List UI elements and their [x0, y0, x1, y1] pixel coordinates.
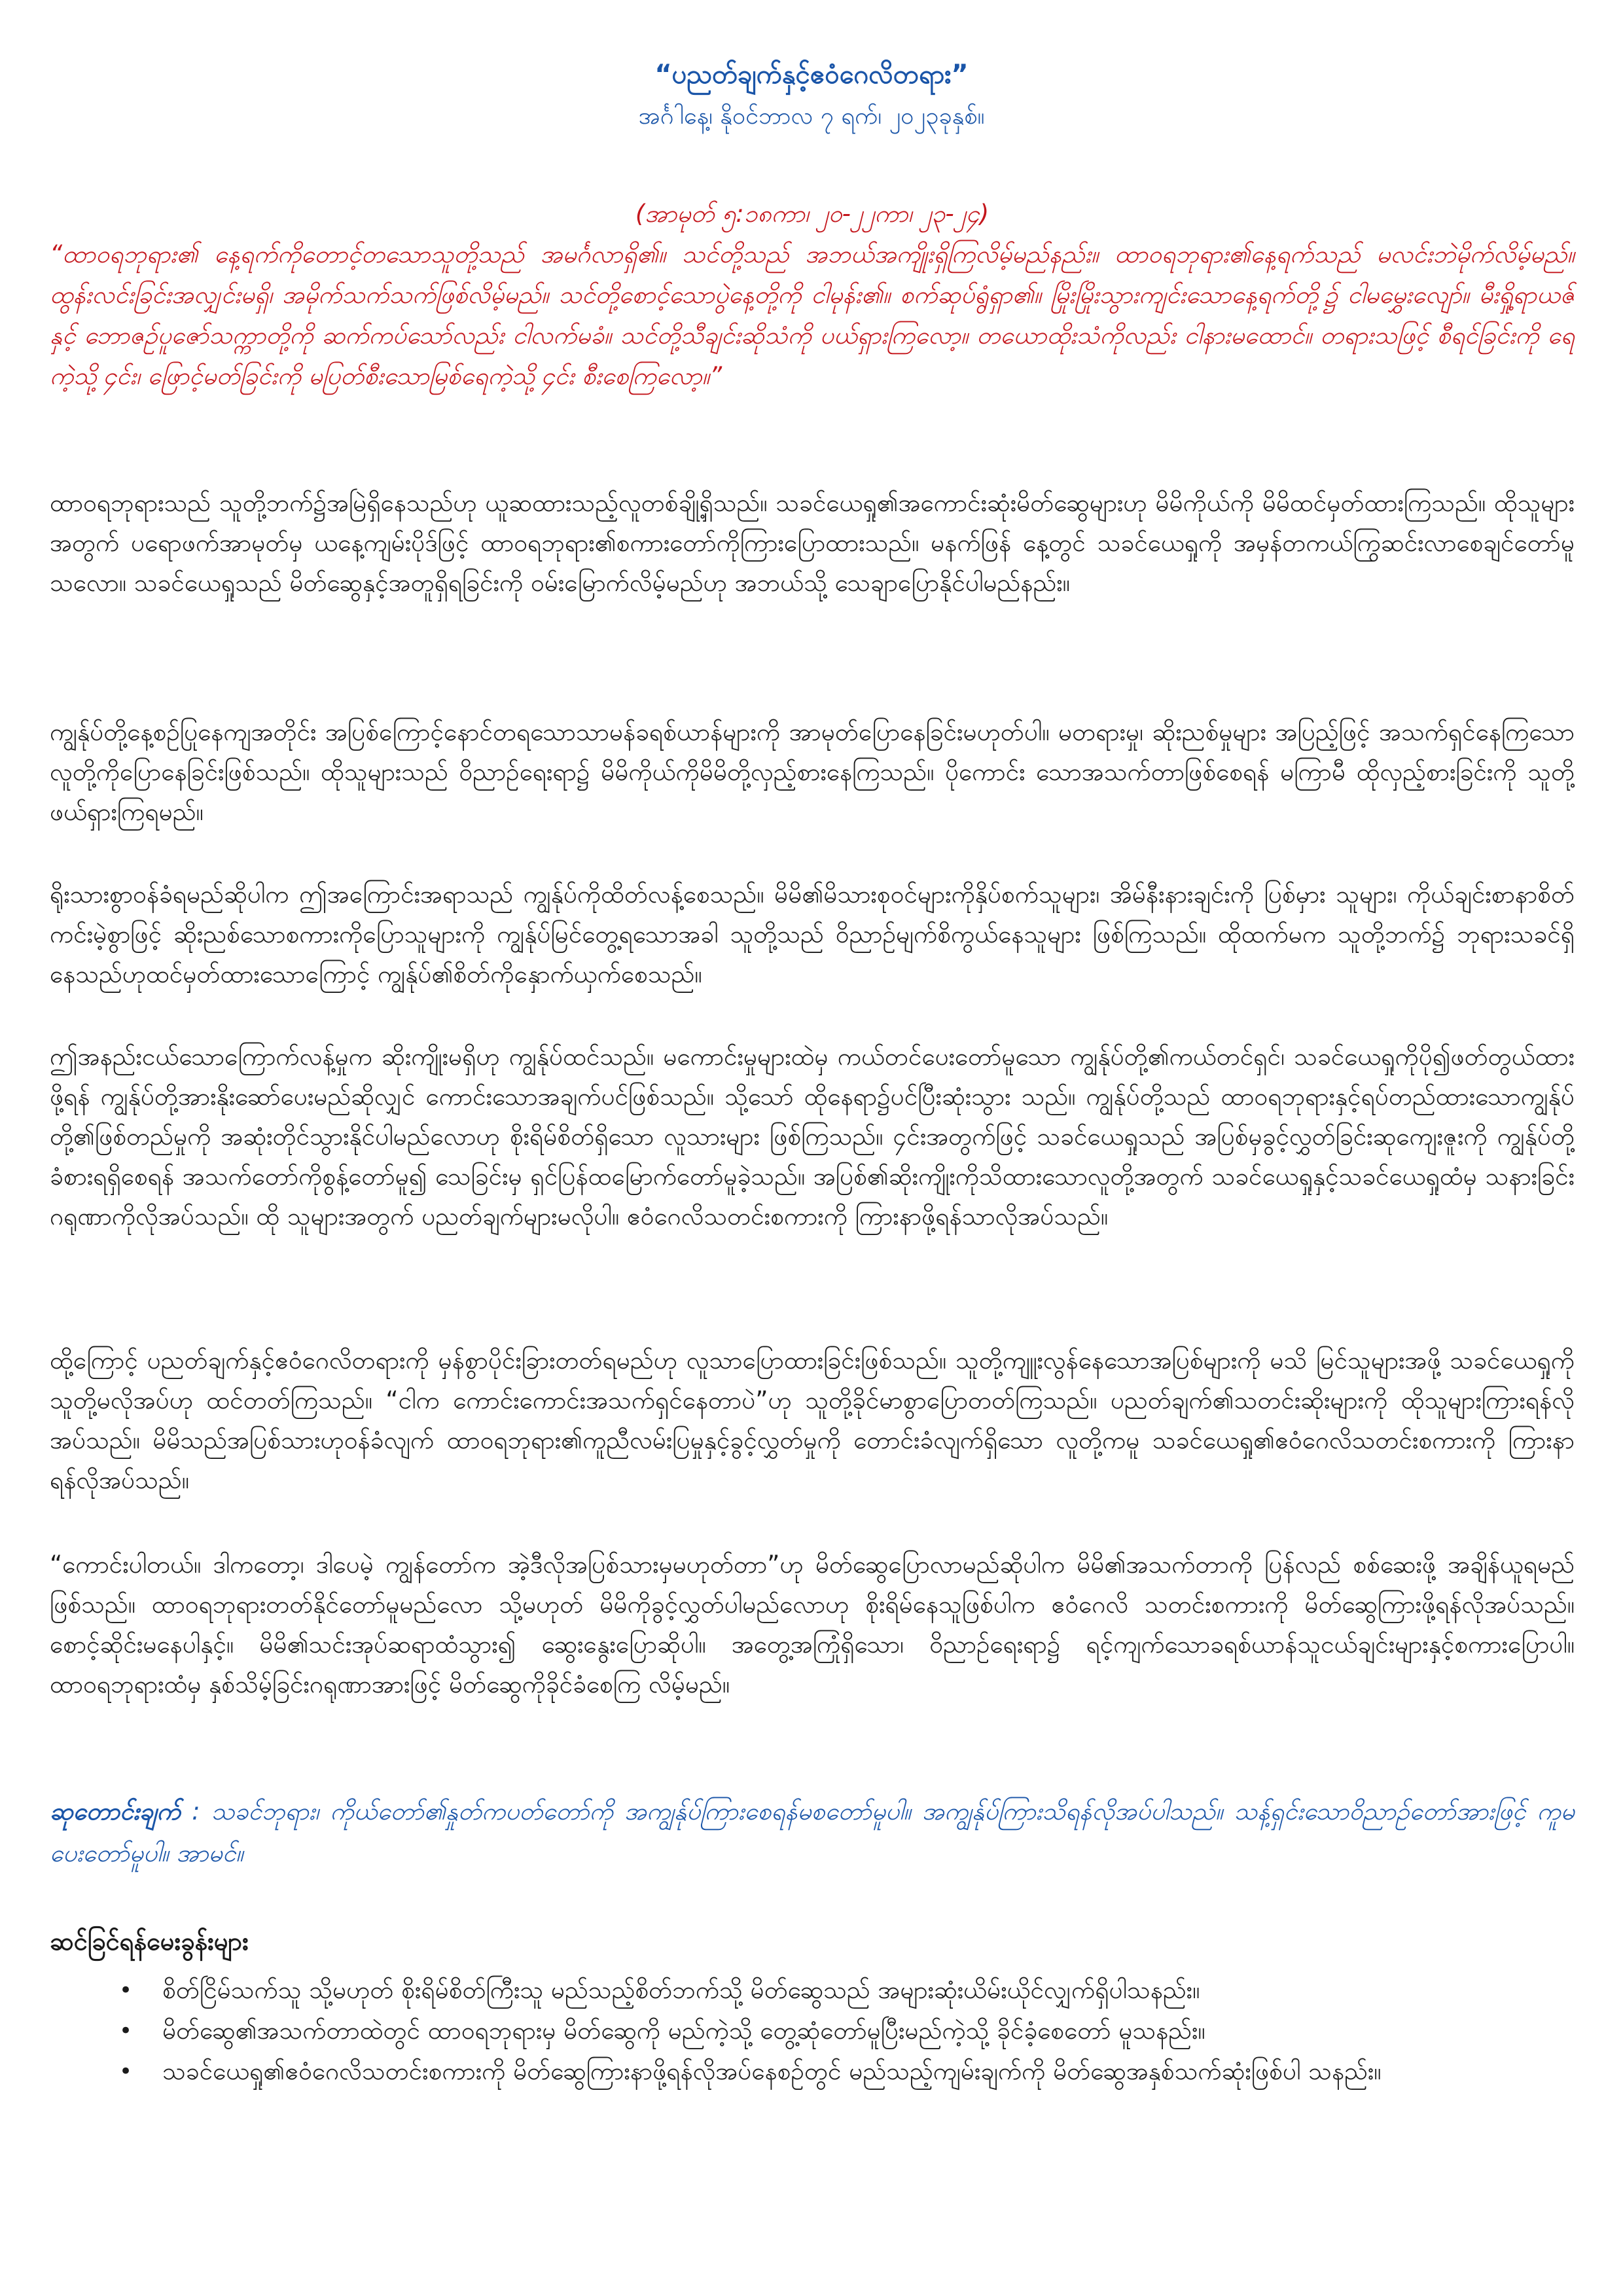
scripture-citation: (အာမုတ် ၅:၁၈ကာ၊ ၂၀-၂၂ကာ၊ ၂၃-၂၄) — [635, 200, 990, 228]
prayer-block — [50, 1791, 1575, 1874]
prayer-separator: : — [180, 1797, 211, 1825]
question-text: စိတ်ငြိမ်သက်သူ သို့မဟုတ် စိုးရိမ်စိတ်ကြီးသူ မည်သည့်စိတ်ဘက်သို့ မိတ်ဆွေသည် အများဆုံးယိမ်းယိုင်လျှက်ရှိပါသနည်း။ — [162, 1976, 1200, 2004]
question-text: မိတ်ဆွေ၏အသက်တာထဲတွင် ထာဝရဘုရားမှ မိတ်ဆွေကို မည်ကဲ့သို့ တွေ့ဆုံတော်မူပြီးမည်ကဲ့သို့ ခိုင်ခံ့စေတော် မူသနည်း။ — [162, 2017, 1205, 2045]
bullet-icon: • — [119, 2018, 133, 2044]
question-item-1 — [101, 1970, 1575, 2011]
reflection-questions — [50, 1922, 1575, 2092]
question-item-3 — [101, 2051, 1575, 2092]
prayer-text: သခင်ဘုရား၊ ကိုယ်တော်၏နှုတ်ကပတ်တော်ကို အကျွန်ုပ်ကြားစေရန်မစတော်မူပါ။ အကျွန်ုပ်ကြားသိရန်လိုအပ်ပါသည်။ သန့်ရှင်းသောဝိညာဉ်တော်အားဖြင့် ကူမပေးတော်မူပါ။ အာမင်။ — [50, 1797, 1575, 1867]
bullet-icon: • — [119, 1977, 133, 2003]
scripture-quote: “ထာဝရဘုရား၏ နေ့ရက်ကိုတောင့်တသောသူတို့သည် အမင်္ဂလာရှိ၏။ သင်တို့သည် အဘယ်အကျိုးရှိကြလိမ့်မည်နည်း။ ထာဝရဘုရား၏နေ့ရက်သည် မလင်းဘဲမိုက်လိမ့်မည်။ ထွန်းလင်းခြင်းအလျှင်းမရှိ၊ အမိုက်သက်သက်ဖြစ်လိမ့်မည်။ သင်တို့စောင့်သောပွဲနေ့တို့ကို ငါမုန်း၏။ စက်ဆုပ်ရွံရှာ၏။ မြိုးမြိုးသွားကျင်းသောနေ့ရက်တို့၌ ငါမမွှေးလျော်။ မီးရှို့ရာယဇ်နှင့် ဘောဇဉ်ပူဇော်သက္ကာတို့ကို ဆက်ကပ်သော်လည်း ငါလက်မခံ။ သင်တို့သီချင်းဆိုသံကို ပယ်ရှားကြလော့။ တယောထိုးသံကိုလည်း ငါနားမထောင်။ တရားသဖြင့် စီရင်ခြင်းကို ရေကဲ့သို့၄င်း၊ ဖြောင့်မတ်ခြင်းကို မပြတ်စီးသောမြစ်ရေကဲ့သို့၄င်း စီးစေကြလော့။” — [50, 240, 1575, 390]
body-paragraph-5: ထို့ကြောင့် ပညတ်ချက်နှင့်ဧဝံဂေလိတရားကို မှန်စွာပိုင်းခြားတတ်ရမည်ဟု လူသာပြောထားခြင်းဖြစ်သည်။ သူတို့ကျူးလွန်နေသောအပြစ်များကို မသိ မြင်သူများအဖို့ သခင်ယေရှုကို သူတို့မလိုအပ်ဟု ထင်တတ်ကြသည်။ “ငါက ကောင်းကောင်းအသက်ရှင်နေတာပဲ”ဟု သူတို့ခိုင်မာစွာပြောတတ်ကြသည်။ ပညတ်ချက်၏သတင်းဆိုးများကို ထိုသူများကြားရန်လိုအပ်သည်။ မိမိသည်အပြစ်သားဟုဝန်ခံလျက် ထာဝရဘုရား၏ကူညီလမ်းပြမှုနှင့်ခွင့်လွှတ်မှုကို တောင်းခံလျက်ရှိသော လူတို့ကမူ သခင်ယေရှု၏ဧဝံဂေလိသတင်းစကားကို ကြားနာရန်လိုအပ်သည်။ — [50, 1346, 1575, 1494]
question-text: သခင်ယေရှု၏ဧဝံဂေလိသတင်းစကားကို မိတ်ဆွေကြားနာဖို့ရန်လိုအပ်နေစဉ်တွင် မည်သည့်ကျမ်းချက်ကို မိတ်ဆွေအနှစ်သက်ဆုံးဖြစ်ပါ သနည်း။ — [162, 2057, 1382, 2085]
questions-list — [50, 1970, 1575, 2092]
body-paragraph-1: ထာဝရဘုရားသည် သူတို့ဘက်၌အမြဲရှိနေသည်ဟု ယူဆထားသည့်လူတစ်ချို့ရှိသည်။ သခင်ယေရှု၏အကောင်းဆုံးမိတ်ဆွေများဟု မိမိကိုယ်ကို မိမိထင်မှတ်ထားကြသည်။ ထိုသူများအတွက် ပရောဖက်အာမုတ်မှ ယနေ့ကျမ်းပိုဒ်ဖြင့် ထာဝရဘုရား၏စကားတော်ကိုကြားပြောထားသည်။ မနက်ဖြန် နေ့တွင် သခင်ယေရှုကို အမှန်တကယ်ကြွဆင်းလာစေချင်တော်မူသလော။ သခင်ယေရှုသည် မိတ်ဆွေနှင့်အတူရှိရခြင်းကို ဝမ်းမြောက်လိမ့်မည်ဟု အဘယ်သို့ သေချာပြောနိုင်ပါမည်နည်း။ — [50, 489, 1575, 597]
body-paragraph-2: ကျွန်ုပ်တို့နေ့စဉ်ပြုနေကျအတိုင်း အပြစ်ကြောင့်နောင်တရသောသာမန်ခရစ်ယာန်များကို အာမုတ်ပြောနေခြင်းမဟုတ်ပါ။ မတရားမှု၊ ဆိုးညစ်မှုများ အပြည့်ဖြင့် အသက်ရှင်နေကြသောလူတို့ကိုပြောနေခြင်းဖြစ်သည်။ ထိုသူများသည် ဝိညာဉ်ရေးရာ၌ မိမိကိုယ်ကိုမိမိတို့လှည့်စားနေကြသည်။ ပိုကောင်း သောအသက်တာဖြစ်စေရန် မကြာမီ ထိုလှည့်စားခြင်းကို သူတို့ဖယ်ရှားကြရမည်။ — [50, 718, 1575, 826]
page-title: “ပညတ်ချက်နှင့်ဧဝံဂေလိတရား” — [654, 60, 969, 90]
scripture-reference-block — [50, 194, 1575, 397]
page-date: အင်္ဂါနေ့၊ နိုဝင်ဘာလ ၇ ရက်၊ ၂၀၂၃ခုနှစ်။ — [638, 103, 985, 130]
body-paragraph-4: ဤအနည်းငယ်သောကြောက်လန့်မှုက ဆိုးကျိုးမရှိဟု ကျွန်ုပ်ထင်သည်။ မကောင်းမှုများထဲမှ ကယ်တင်ပေးတော်မူသော ကျွန်ုပ်တို့၏ကယ်တင်ရှင်၊ သခင်ယေရှုကိုပို၍ဖတ်တွယ်ထားဖို့ရန် ကျွန်ုပ်တို့အားနိုးဆော်ပေးမည်ဆိုလျှင် ကောင်းသောအချက်ပင်ဖြစ်သည်။ သို့သော် ထိုနေရာ၌ပင်ပြီးဆုံးသွား သည်။ ကျွန်ုပ်တို့သည် ထာဝရဘုရားနှင့်ရပ်တည်ထားသောကျွန်ုပ်တို့၏ဖြစ်တည်မှုကို အဆုံးတိုင်သွားနိုင်ပါမည်လောဟု စိုးရိမ်စိတ်ရှိသော လူသားများ ဖြစ်ကြသည်။ ၄င်းအတွက်ဖြင့် သခင်ယေရှုသည် အပြစ်မှခွင့်လွှတ်ခြင်းဆုကျေးဇူးကို ကျွန်ုပ်တို့ခံစားရရှိစေရန် အသက်တော်ကိုစွန့်တော်မူ၍ သေခြင်းမှ ရှင်ပြန်ထမြောက်တော်မူခဲ့သည်။ အပြစ်၏ဆိုးကျိုးကိုသိထားသောလူတို့အတွက် သခင်ယေရှုနှင့်သခင်ယေရှုထံမှ သနားခြင်းဂရုဏာကိုလိုအပ်သည်။ ထို သူများအတွက် ပညတ်ချက်များမလိုပါ။ ဧဝံဂေလိသတင်းစကားကို ကြားနာဖို့ရန်သာလိုအပ်သည်။ — [50, 1043, 1575, 1230]
questions-heading: ဆင်ခြင်ရန်မေးခွန်းများ — [50, 1927, 249, 1956]
bullet-icon: • — [119, 2058, 133, 2085]
body-paragraph-3: ရိုးသားစွာဝန်ခံရမည်ဆိုပါက ဤအကြောင်းအရာသည် ကျွန်ုပ်ကိုထိတ်လန့်စေသည်။ မိမိ၏မိသားစုဝင်များကိုနှိပ်စက်သူများ၊ အိမ်နီးနားချင်းကို ပြစ်မှား သူများ၊ ကိုယ်ချင်းစာနာစိတ်ကင်းမဲ့စွာဖြင့် ဆိုးညစ်သောစကားကိုပြောသူများကို ကျွန်ုပ်မြင်တွေ့ရသောအခါ သူတို့သည် ဝိညာဉ်မျက်စိကွယ်နေသူများ ဖြစ်ကြသည်။ ထိုထက်မက သူတို့ဘက်၌ ဘုရားသခင်ရှိနေသည်ဟုထင်မှတ်ထားသောကြောင့် ကျွန်ုပ်၏စိတ်ကိုနှောက်ယှက်စေသည်။ — [50, 880, 1575, 988]
body-paragraph-6: “ကောင်းပါတယ်။ ဒါကတော့၊ ဒါပေမဲ့ ကျွန်တော်က အဲ့ဒီလိုအပြစ်သားမှမဟုတ်တာ”ဟု မိတ်ဆွေပြောလာမည်ဆိုပါက မိမိ၏အသက်တာကို ပြန်လည် စစ်ဆေးဖို့ အချိန်ယူရမည်ဖြစ်သည်။ ထာဝရဘုရားတတ်နိုင်တော်မူမည်လော သို့မဟုတ် မိမိကိုခွင့်လွှတ်ပါမည်လောဟု စိုးရိမ်နေသူဖြစ်ပါက ဧဝံဂေလိ သတင်းစကားကို မိတ်ဆွေကြားဖို့ရန်လိုအပ်သည်။ စောင့်ဆိုင်းမနေပါနှင့်။ မိမိ၏သင်းအုပ်ဆရာထံသွား၍ ဆွေးနွေးပြောဆိုပါ။ အတွေ့အကြုံရှိသော၊ ဝိညာဉ်ရေးရာ၌ ရင့်ကျက်သောခရစ်ယာန်သူငယ်ချင်းများနှင့်စကားပြောပါ။ ထာဝရဘုရားထံမှ နှစ်သိမ့်ခြင်းဂရုဏာအားဖြင့် မိတ်ဆွေကိုခိုင်ခံစေကြ လိမ့်မည်။ — [50, 1551, 1575, 1698]
question-item-2 — [101, 2011, 1575, 2051]
prayer-label: ဆုတောင်းချက် — [50, 1797, 181, 1825]
